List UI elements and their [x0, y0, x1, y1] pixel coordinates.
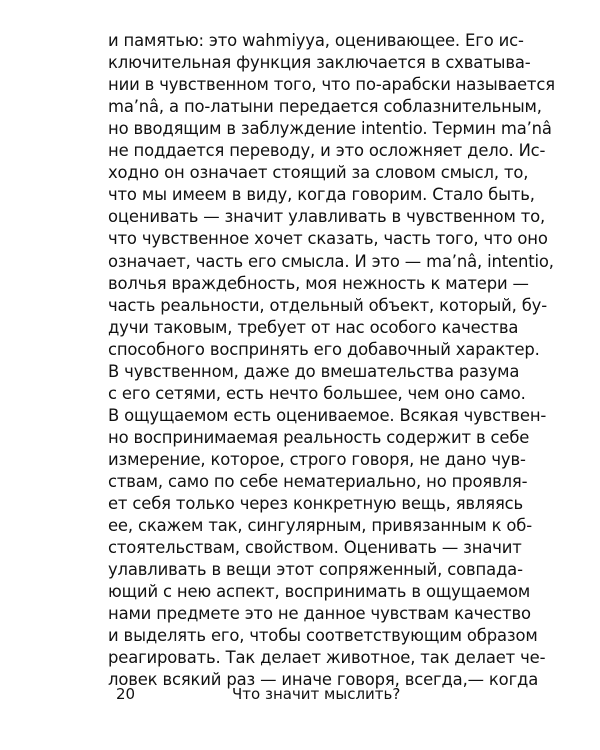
- text-line: и выделять его, чтобы соответствующим образом: [108, 626, 538, 646]
- text-line: ющий с нею аспект, воспринимать в ощущаемом: [108, 582, 531, 602]
- text-line: оценивать — значит улавливать в чувственном то,: [108, 207, 546, 227]
- text-line: ключительная функция заключается в схватыва-: [108, 53, 531, 73]
- running-title: Что значит мыслить?: [232, 685, 401, 703]
- text-line: стоятельствам, свойством. Оценивать — значит: [108, 538, 522, 558]
- text-line: ствам, само по себе нематериально, но проявля-: [108, 472, 528, 491]
- text-line: ma’nâ, а по-латыни передается соблазнительным,: [108, 97, 542, 117]
- text-line: нами предмете это не данное чувствам качество: [108, 604, 531, 624]
- text-line: нии в чувственном того, что по-арабски называется: [108, 75, 555, 95]
- text-line: но вводящим в заблуждение intentio. Термин ma’nâ: [108, 119, 552, 139]
- text-line: и памятью: это wahmiyya, оценивающее. Его ис-: [108, 31, 524, 50]
- text-line: дучи таковым, требует от нас особого качества: [108, 317, 519, 337]
- text-line: волчья враждебность, моя нежность к матери —: [108, 273, 529, 293]
- text-line: но воспринимаемая реальность содержит в себе: [108, 427, 530, 447]
- text-line: ходно он означает стоящий за словом смысл, то,: [108, 163, 529, 183]
- text-line: часть реальности, отдельный объект, который, бу-: [108, 295, 547, 315]
- text-line: означает, часть его смысла. И это — ma’nâ, intentio,: [108, 251, 554, 271]
- text-line: ет себя только через конкретную вещь, являясь: [108, 494, 524, 514]
- text-line: В чувственном, даже до вмешательства разума: [108, 361, 520, 381]
- text-line: с его сетями, есть нечто большее, чем оно само.: [108, 383, 526, 403]
- text-line: способного воспринять его добавочный характер.: [108, 339, 540, 359]
- page-number: 20: [116, 685, 136, 703]
- text-line: не поддается переводу, и это осложняет дело. Ис-: [108, 141, 546, 161]
- text-line: измерение, которое, строго говоря, не дано чув-: [108, 449, 526, 469]
- text-line: ее, скажем так, сингулярным, привязанным к об-: [108, 516, 533, 536]
- text-line: ловек всякий раз — иначе говоря, всегда,— когда: [108, 670, 539, 690]
- text-line: улавливать в вещи этот сопряженный, совпада-: [108, 560, 523, 580]
- text-line: что мы имеем в виду, когда говорим. Стало быть,: [108, 185, 535, 205]
- text-line: что чувственное хочет сказать, часть того, что оно: [108, 229, 548, 249]
- text-line: реагировать. Так делает животное, так делает че-: [108, 648, 546, 668]
- text-line: В ощущаемом есть оцениваемое. Всякая чувствен-: [108, 405, 547, 425]
